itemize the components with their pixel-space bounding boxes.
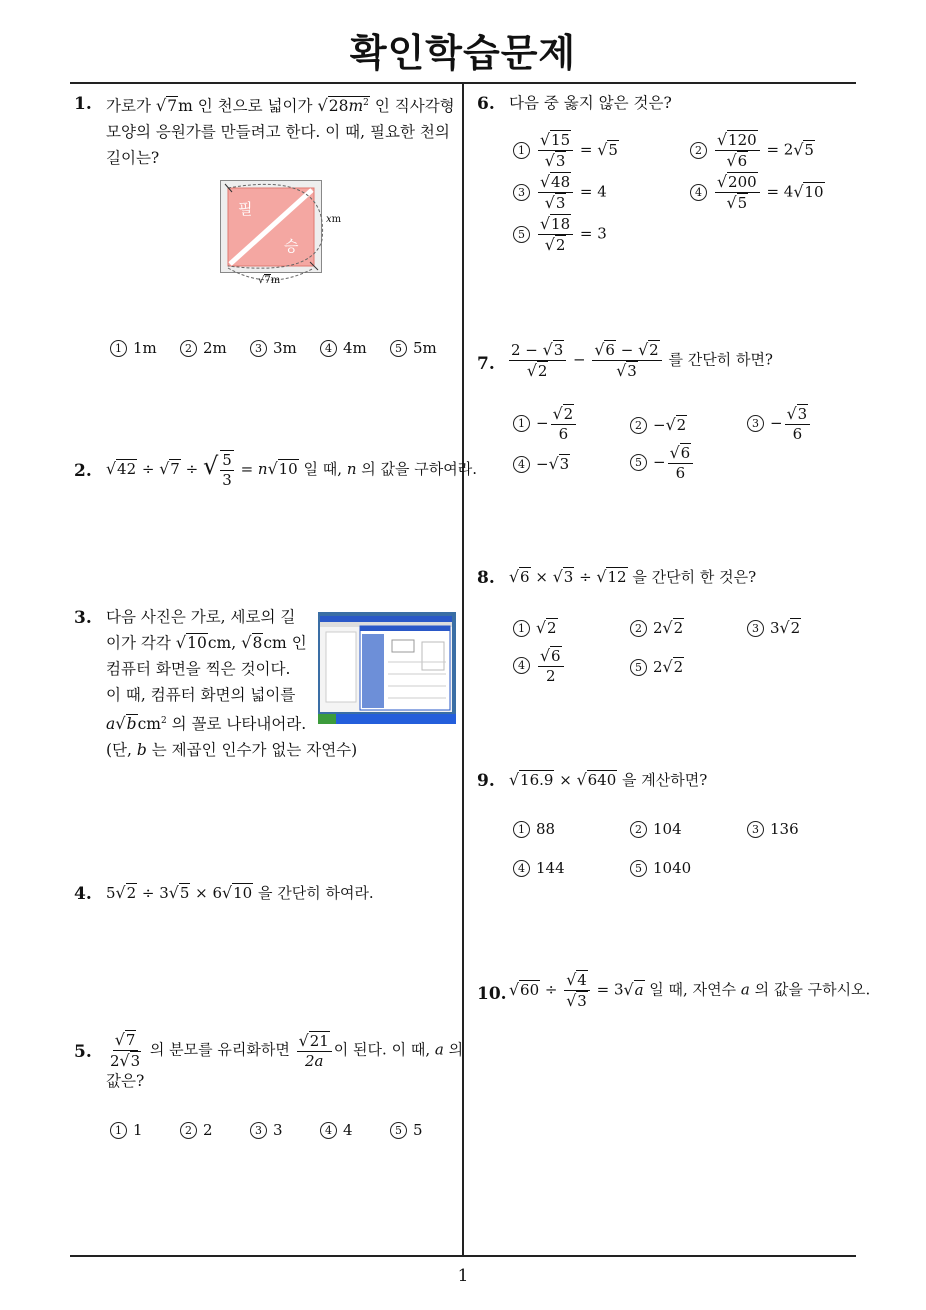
q5-choice-5[interactable]: 5 5 (390, 1121, 423, 1139)
q8-choice-1[interactable]: 1 √2 (513, 618, 558, 637)
q9-choice-3[interactable]: 3 136 (747, 820, 799, 838)
q6-choice-2[interactable]: 2 $\frac{√120}{√6}$ = 2√5 (690, 130, 815, 171)
q1-choice-2[interactable]: 2 2m (180, 339, 227, 357)
q3-number: 3. (74, 608, 92, 628)
q10-text: √60 ÷ $\frac{√4}{√3}$ = 3√a 일 때, 자연수 a 의 값을 구하시오. (509, 970, 871, 1010)
q7-choice-2[interactable]: 2 −√2 (630, 415, 687, 434)
q5-choice-1[interactable]: 1 1 (110, 1121, 143, 1139)
q6-choice-3[interactable]: 3 $\frac{√48}{√3}$ = 4 (513, 172, 607, 213)
q7-text: $\frac{2 - √3}{√2}$ − $\frac{√6 - √2}{√3}$ 를 간단히 하면? (511, 340, 773, 380)
q9-text: √16.9 × √640 을 계산하면? (509, 770, 708, 789)
q9-choice-5[interactable]: 5 1040 (630, 859, 691, 877)
q7-choice-3[interactable]: 3 − $\frac{√3}{6}$ (747, 404, 812, 444)
q5-choice-2[interactable]: 2 2 (180, 1121, 213, 1139)
q1-figure-width: √7m (258, 275, 281, 286)
q1-choice-4[interactable]: 4 4m (320, 339, 367, 357)
q5-choice-3[interactable]: 3 3 (250, 1121, 283, 1139)
q8-choice-4[interactable]: 4 $\frac{√6}{2}$ (513, 646, 566, 686)
q8-choice-2[interactable]: 2 2√2 (630, 618, 684, 637)
q5-text: $\frac{√7}{2√3}$ 의 분모를 유리화하면 $\frac{√21}{2a}$ 이 된다. 이 때, a 의 (110, 1030, 464, 1070)
q1-figure-label-top: 필 (238, 200, 253, 218)
q1-figure-x: xm (326, 214, 342, 225)
q7-number: 7. (477, 354, 495, 374)
q2-text: √42 ÷ √7 ÷ √ $\frac{5}{3}$ = n√10 일 때, n 의 값을 구하여라. (106, 451, 478, 489)
q8-number: 8. (477, 568, 495, 588)
q9-choice-1[interactable]: 1 88 (513, 820, 555, 838)
q1-text: 가로가 √7m 인 천으로 넓이가 $√28m^2$ 인 직사각형 모양의 응원가를 만들려고 한다. 이 때, 필요한 천의 길이는? (106, 96, 455, 168)
q1-number: 1. (74, 94, 92, 114)
page-number: 1 (457, 1266, 469, 1286)
q1-choice-3[interactable]: 3 3m (250, 339, 297, 357)
q4-text: 5√2 ÷ 3√5 × 6√10 을 간단히 하여라. (106, 883, 374, 902)
q2-number: 2. (74, 461, 92, 481)
q1-figure-label-bottom: 승 (284, 237, 299, 255)
q3-screenshot-image (318, 612, 456, 728)
q6-choice-5[interactable]: 5 $\frac{√18}{√2}$ = 3 (513, 214, 607, 255)
q1-choice-5[interactable]: 5 5m (390, 339, 437, 357)
q9-choice-4[interactable]: 4 144 (513, 859, 565, 877)
q6-text: 다음 중 옳지 않은 것은? (509, 94, 672, 112)
q6-choice-4[interactable]: 4 $\frac{√200}{√5}$ = 4√10 (690, 172, 825, 213)
q5-text-line2: 값은? (106, 1072, 145, 1090)
q8-choice-3[interactable]: 3 3√2 (747, 618, 801, 637)
q3-text: 다음 사진은 가로, 세로의 길 이가 각각 √10cm, √8cm 인 컴퓨터 화면을 찍은 것이다. 이 때, 컴퓨터 화면의 넓이를 a√bcm$^2$ 의 꼴로 나타내어라. (단, b 는 제곱인 인수가 없는 자연수) (106, 608, 358, 760)
q7-choice-5[interactable]: 5 − $\frac{√6}{6}$ (630, 443, 695, 483)
q7-choice-1[interactable]: 1 − $\frac{√2}{6}$ (513, 404, 578, 444)
bottom-rule (70, 1255, 856, 1257)
q6-choice-1[interactable]: 1 $\frac{√15}{√3}$ = √5 (513, 130, 619, 171)
q6-number: 6. (477, 94, 495, 114)
q5-choice-4[interactable]: 4 4 (320, 1121, 353, 1139)
q10-number: 10. (477, 984, 507, 1004)
q9-choice-2[interactable]: 2 104 (630, 820, 682, 838)
q7-choice-4[interactable]: 4 −√3 (513, 454, 570, 473)
q8-choice-5[interactable]: 5 2√2 (630, 657, 684, 676)
q1-choice-1[interactable]: 1 1m (110, 339, 157, 357)
q8-text: √6 × √3 ÷ √12 을 간단히 한 것은? (509, 567, 757, 586)
q5-number: 5. (74, 1042, 92, 1062)
column-divider (462, 83, 464, 1255)
q4-number: 4. (74, 884, 92, 904)
page-title: 확인학습문제 (349, 31, 577, 75)
q9-number: 9. (477, 771, 495, 791)
